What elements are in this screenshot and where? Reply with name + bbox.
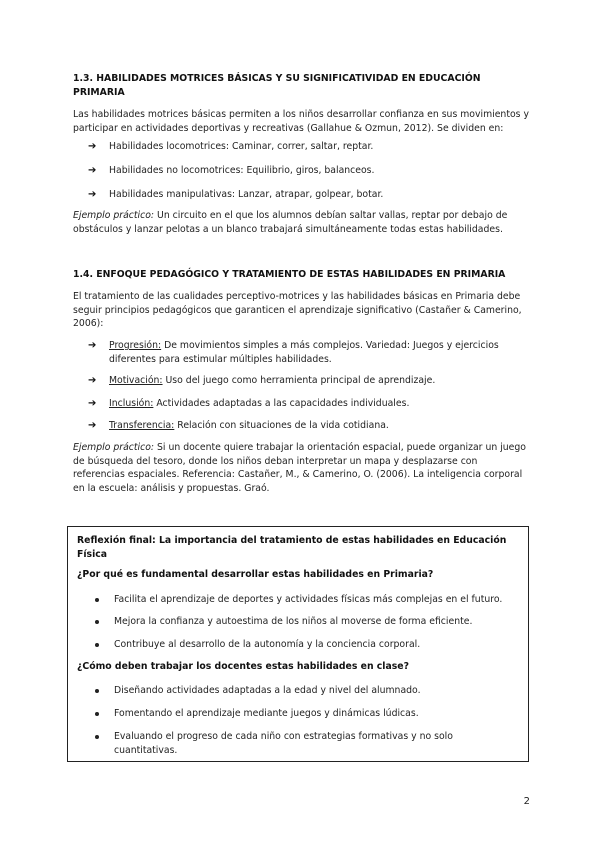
bullet-dot-icon bbox=[95, 735, 99, 739]
arrow-bullet-icon: ➔ bbox=[88, 375, 97, 386]
principle-label: Progresión: bbox=[109, 340, 162, 351]
bullet-dot-icon bbox=[95, 689, 99, 693]
reflection-box: Reflexión final: La importancia del tratamiento de estas habilidades en Educación Física ¿Por qué es fundamental desarrollar estas habilidades en Primaria? Facilita el aprendizaje de deportes y actividades físicas más complejas en el futuro. Mejora la confianza y autoestima de los niños al moverse de forma eficiente. Contribuye al desarrollo de la autonomía y la conciencia corporal. ¿Cómo deben trabajar los docentes estas habilidades en clase? Diseñando actividades adaptadas a la edad y nivel del alumnado. Fomentando el aprendizaje mediante juegos y dinámicas lúdicas. Evaluando el progreso de cada niño con estrategias formativas y no solo cuantitativas. bbox=[67, 526, 529, 762]
section-1-4-heading: 1.4. ENFOQUE PEDAGÓGICO Y TRATAMIENTO DE ESTAS HABILIDADES EN PRIMARIA bbox=[73, 269, 506, 280]
question-1: ¿Por qué es fundamental desarrollar estas habilidades en Primaria? bbox=[77, 569, 434, 580]
arrow-bullet-icon: ➔ bbox=[88, 398, 97, 409]
principle-label: Inclusión: bbox=[109, 398, 154, 409]
arrow-bullet-icon: ➔ bbox=[88, 141, 97, 152]
section-1-3-intro: Las habilidades motrices básicas permiten a los niños desarrollar confianza en sus movimientos y participar en actividades deportivas y recreativas (Gallahue & Ozmun, 2012). Se dividen en: bbox=[73, 109, 529, 134]
arrow-bullet-icon: ➔ bbox=[88, 340, 97, 351]
example-label: Ejemplo práctico: bbox=[73, 210, 155, 221]
section-1-4-intro: El tratamiento de las cualidades perceptivo-motrices y las habilidades básicas en Primaria debe seguir principios pedagógicos que garanticen el aprendizaje significativo (Castañer & Camerino, 2006): bbox=[73, 291, 522, 329]
section-1-3-example bbox=[73, 209, 531, 236]
bullet-dot-icon bbox=[95, 643, 99, 647]
section-1-3-heading: 1.3. HABILIDADES MOTRICES BÁSICAS Y SU SIGNIFICATIVIDAD EN EDUCACIÓN PRIMARIA bbox=[73, 73, 481, 98]
reflection-title: Reflexión final: La importancia del tratamiento de estas habilidades en Educación Física bbox=[77, 535, 507, 560]
bullet-dot-icon bbox=[95, 620, 99, 624]
example-text: Si un docente quiere trabajar la orientación espacial, puede organizar un juego de búsqueda del tesoro, donde los niños deban interpretar un mapa y desplazarse con referencias espaciales. Referencia: Castañer, M., & Camerino, O. (2006). La inteligencia corporal en la escuela: análisis y propuestas. Graó. bbox=[73, 442, 526, 494]
principle-label: Motivación: bbox=[109, 375, 163, 386]
arrow-bullet-icon: ➔ bbox=[88, 165, 97, 176]
principle-label: Transferencia: bbox=[109, 420, 175, 431]
page-number: 2 bbox=[523, 796, 530, 807]
section-1-4-example bbox=[73, 441, 531, 495]
arrow-bullet-icon: ➔ bbox=[88, 420, 97, 431]
bullet-dot-icon bbox=[95, 712, 99, 716]
example-label: Ejemplo práctico: bbox=[73, 442, 155, 453]
document-page: 1.3. HABILIDADES MOTRICES BÁSICAS Y SU SIGNIFICATIVIDAD EN EDUCACIÓN PRIMARIA Las habilidades motrices básicas permiten a los niños desarrollar confianza en sus movimientos y participar en actividades deportivas y recreativas (Gallahue & Ozmun, 2012). Se dividen en: ➔ Habilidades locomotrices: Caminar, correr, saltar, reptar. ➔ Habilidades no locomotrices: Equilibrio, giros, balanceos. ➔ Habilidades manipulativas: Lanzar, atrapar, golpear, botar. Ejemplo práctico: Un circuito en el que los alumnos debían saltar vallas, reptar por debajo de obstáculos y lanzar pelotas a un blanco trabajará simultáneamente todas estas habilidades. 1.4. ENFOQUE PEDAGÓGICO Y TRATAMIENTO DE ESTAS HABILIDADES EN PRIMARIA El tratamiento de las cualidades perceptivo-motrices y las habilidades básicas en Primaria debe seguir principios pedagógicos que garanticen el aprendizaje significativo (Castañer & Camerino, 2006): ➔ Progresión: De movimientos simples a más complejos. Variedad: Juegos y ejercicios diferentes para estimular múltiples habilidades. ➔ Motivación: Uso del juego como herramienta principal de aprendizaje. ➔ Inclusión: Actividades adaptadas a las capacidades individuales. ➔ Transferencia: Relación con situaciones de la vida cotidiana. Ejemplo práctico: Si un docente quiere trabajar la orientación espacial, puede organizar un juego de búsqueda del tesoro, donde los niños deban interpretar un mapa y desplazarse con referencias espaciales. Referencia: Castañer, M., & Camerino, O. (2006). La inteligencia corporal en la escuela: análisis y propuestas. Graó. Reflexión final: La importancia del tratamiento de estas habilidades en Educación Física ¿Por qué es fundamental desarrollar estas habilidades en Primaria? Facilita el aprendizaje de deportes y actividades físicas más complejas en el futuro. Mejora la confianza y autoestima de los niños al moverse de forma eficiente. Contribuye al desarrollo de la autonomía y la conciencia corporal. ¿Cómo deben trabajar los docentes estas habilidades en clase? Diseñando actividades adaptadas a la edad y nivel del alumnado. Fomentando el aprendizaje mediante juegos y dinámicas lúdicas. Evaluando el progreso de cada niño con estrategias formativas y no solo cuantitativas. 2 bbox=[0, 0, 600, 848]
example-text: Un circuito en el que los alumnos debían saltar vallas, reptar por debajo de obstáculos y lanzar pelotas a un blanco trabajará simultáneamente todas estas habilidades. bbox=[73, 210, 508, 235]
bullet-dot-icon bbox=[95, 598, 99, 602]
arrow-bullet-icon: ➔ bbox=[88, 189, 97, 200]
question-2: ¿Cómo deben trabajar los docentes estas habilidades en clase? bbox=[77, 661, 410, 672]
